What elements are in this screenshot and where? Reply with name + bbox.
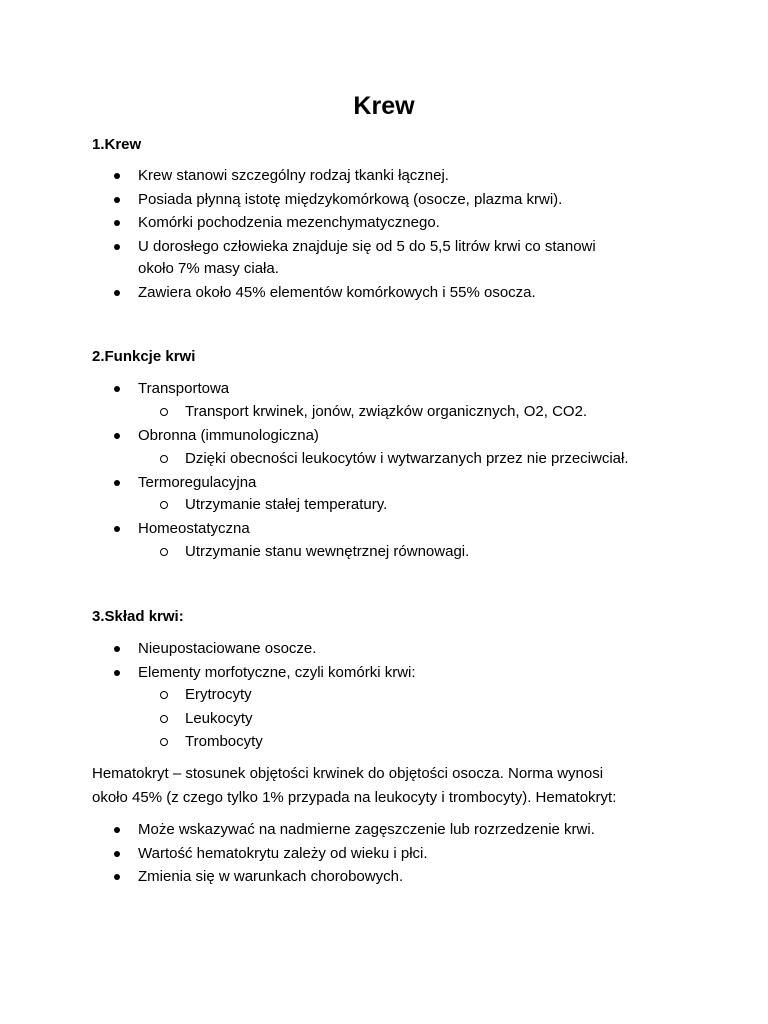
circle-bullet-icon (160, 691, 168, 699)
list-item: Komórki pochodzenia mezenchymatycznego. (138, 214, 440, 231)
sub-list-item: Leukocyty (185, 710, 253, 727)
hematokryt-paragraph-line: Hematokryt – stosunek objętości krwinek do objętości osocza. Norma wynosi (92, 765, 604, 782)
list-item: Homeostatyczna (138, 520, 250, 537)
bullet-icon (114, 386, 120, 392)
bullet-icon (114, 290, 120, 296)
bullet-icon (114, 526, 120, 532)
sub-list-item: Dzięki obecności leukocytów i wytwarzanych przez nie przeciwciał. (185, 450, 629, 467)
sub-list-item: Erytrocyty (185, 686, 252, 703)
sub-list-item: Utrzymanie stanu wewnętrznej równowagi. (185, 543, 470, 560)
circle-bullet-icon (160, 408, 168, 416)
bullet-icon (114, 197, 120, 203)
sub-list-item: Utrzymanie stałej temperatury. (185, 496, 388, 513)
circle-bullet-icon (160, 455, 168, 463)
list-item: Wartość hematokrytu zależy od wieku i płci. (138, 845, 428, 862)
circle-bullet-icon (160, 501, 168, 509)
circle-bullet-icon (160, 548, 168, 556)
circle-bullet-icon (160, 715, 168, 723)
bullet-icon (114, 244, 120, 250)
hematokryt-paragraph-line: około 45% (z czego tylko 1% przypada na leukocyty i trombocyty). Hematokryt: (92, 789, 617, 806)
list-item: Posiada płynną istotę międzykomórkową (osocze, plazma krwi). (138, 191, 563, 208)
list-item-continuation: około 7% masy ciała. (138, 260, 279, 277)
bullet-icon (114, 827, 120, 833)
list-item: Zawiera około 45% elementów komórkowych i 55% osocza. (138, 284, 536, 301)
list-item: Może wskazywać na nadmierne zagęszczenie lub rozrzedzenie krwi. (138, 821, 595, 838)
list-item: Termoregulacyjna (138, 474, 257, 491)
sub-list-item: Trombocyty (185, 733, 263, 750)
list-item: U dorosłego człowieka znajduje się od 5 do 5,5 litrów krwi co stanowi (138, 238, 596, 255)
bullet-icon (114, 480, 120, 486)
list-item: Nieupostaciowane osocze. (138, 640, 317, 657)
list-item: Elementy morfotyczne, czyli komórki krwi: (138, 664, 416, 681)
bullet-icon (114, 874, 120, 880)
circle-bullet-icon (160, 738, 168, 746)
list-item: Obronna (immunologiczna) (138, 427, 319, 444)
section-heading: 1.Krew (92, 136, 142, 153)
page-title: Krew (353, 92, 415, 120)
bullet-icon (114, 670, 120, 676)
list-item: Krew stanowi szczególny rodzaj tkanki łącznej. (138, 167, 449, 184)
list-item: Zmienia się w warunkach chorobowych. (138, 868, 404, 885)
bullet-icon (114, 220, 120, 226)
section-heading: 2.Funkcje krwi (92, 348, 196, 365)
bullet-icon (114, 173, 120, 179)
sub-list-item: Transport krwinek, jonów, związków organicznych, O2, CO2. (185, 403, 588, 420)
section-heading: 3.Skład krwi: (92, 608, 184, 625)
bullet-icon (114, 433, 120, 439)
bullet-icon (114, 646, 120, 652)
bullet-icon (114, 851, 120, 857)
list-item: Transportowa (138, 380, 230, 397)
